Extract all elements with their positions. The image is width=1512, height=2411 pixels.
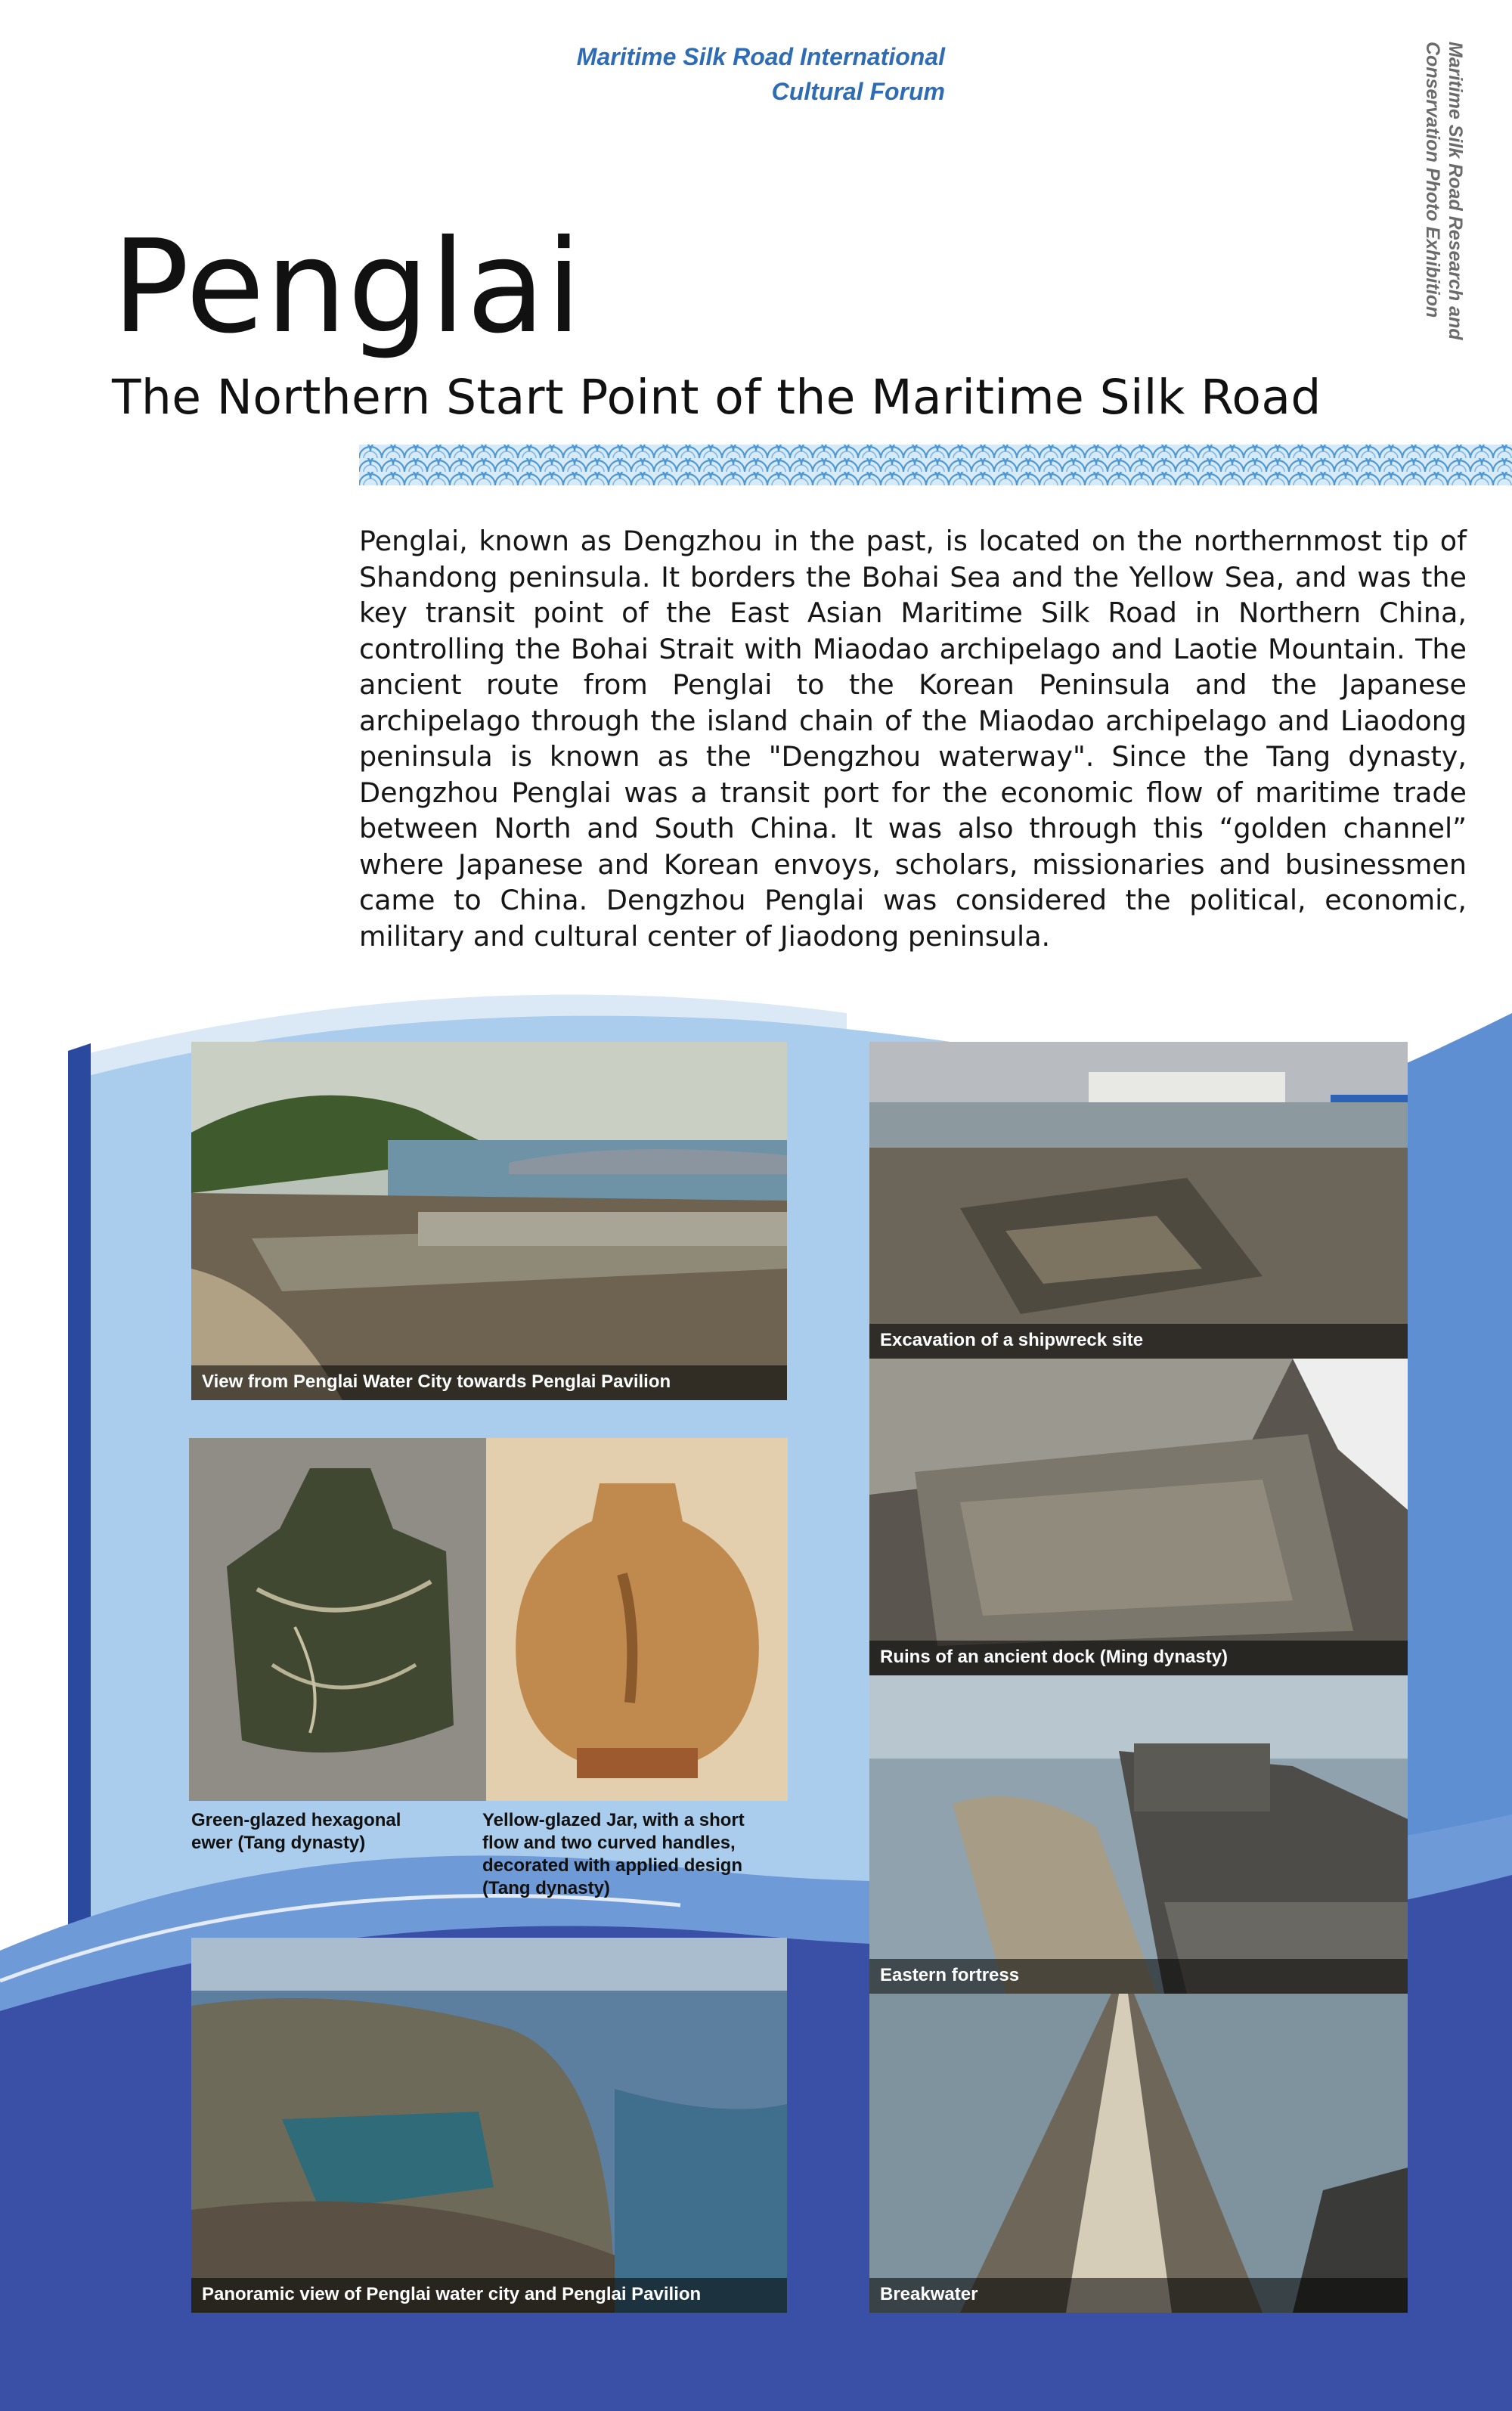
- caption-green-ewer: [191, 1809, 479, 1855]
- photo-water-city: [191, 1042, 787, 1400]
- shipwreck-image: [869, 1042, 1408, 1359]
- photo-eastern-fortress: [869, 1675, 1408, 1994]
- page-subtitle: The Northern Start Point of the Maritime Silk Road: [112, 370, 1321, 425]
- caption-yellow-jar-line3: decorated with applied design: [482, 1855, 743, 1876]
- photo-green-ewer: [189, 1438, 486, 1801]
- caption-panorama: Panoramic view of Penglai water city and Penglai Pavilion: [202, 2284, 702, 2304]
- exhibition-title-line2: Conservation Photo Exhibition: [1422, 42, 1443, 318]
- photo-breakwater: [869, 1994, 1408, 2313]
- panorama-image: [191, 1938, 787, 2313]
- caption-eastern-fortress: Eastern fortress: [880, 1965, 1020, 1985]
- forum-title: [469, 39, 945, 109]
- caption-yellow-jar-line1: Yellow-glazed Jar, with a short: [482, 1810, 745, 1830]
- caption-yellow-jar-line4: (Tang dynasty): [482, 1878, 610, 1898]
- caption-ancient-dock: Ruins of an ancient dock (Ming dynasty): [880, 1647, 1228, 1667]
- caption-green-ewer-line2: ewer (Tang dynasty): [191, 1833, 366, 1853]
- intro-paragraph: Penglai, known as Dengzhou in the past, is located on the northernmost tip of Shandong peninsula. It borders the Bohai Sea and the Yellow Sea, and was the key transit point of the East Asian Maritime Silk Road in Northern China, controlling the Bohai Strait with Miaodao archipelago and Laotie Mountain. The ancient route from Penglai to the Korean Peninsula and the Japanese archipelago through the island chain of the Miaodao archipelago and Liaodong peninsula is known as the "Dengzhou waterway". Since the Tang dynasty, Dengzhou Penglai was a transit port for the economic flow of maritime trade between North and South China. It was also through this “golden channel” where Japanese and Korean envoys, scholars, missionaries and businessmen came to China. Dengzhou Penglai was considered the political, economic, military and cultural center of Jiaodong peninsula.: [359, 525, 1467, 953]
- eastern-fortress-image: [869, 1675, 1408, 1994]
- green-ewer-image: [189, 1438, 486, 1801]
- water-city-image: [191, 1042, 787, 1400]
- caption-shipwreck: Excavation of a shipwreck site: [880, 1330, 1144, 1350]
- photo-yellow-jar: [486, 1438, 788, 1801]
- page-title: Penglai: [112, 212, 583, 362]
- photo-shipwreck: [869, 1042, 1408, 1359]
- exhibition-title: [1421, 42, 1467, 340]
- caption-yellow-jar-line2: flow and two curved handles,: [482, 1833, 736, 1853]
- caption-breakwater: Breakwater: [880, 2284, 978, 2304]
- caption-yellow-jar: [482, 1809, 792, 1900]
- exhibition-title-line1: Maritime Silk Road Research and: [1445, 42, 1466, 340]
- forum-title-line2: Cultural Forum: [771, 78, 945, 105]
- caption-green-ewer-line1: Green-glazed hexagonal: [191, 1810, 401, 1830]
- caption-water-city: View from Penglai Water City towards Penglai Pavilion: [202, 1371, 671, 1392]
- wave-pattern-decoration: [359, 445, 1512, 485]
- breakwater-image: [869, 1994, 1408, 2313]
- yellow-jar-image: [486, 1438, 788, 1801]
- forum-title-line1: Maritime Silk Road International: [576, 43, 945, 70]
- photo-ancient-dock: [869, 1359, 1408, 1675]
- ancient-dock-image: [869, 1359, 1408, 1675]
- photo-panorama: [191, 1938, 787, 2313]
